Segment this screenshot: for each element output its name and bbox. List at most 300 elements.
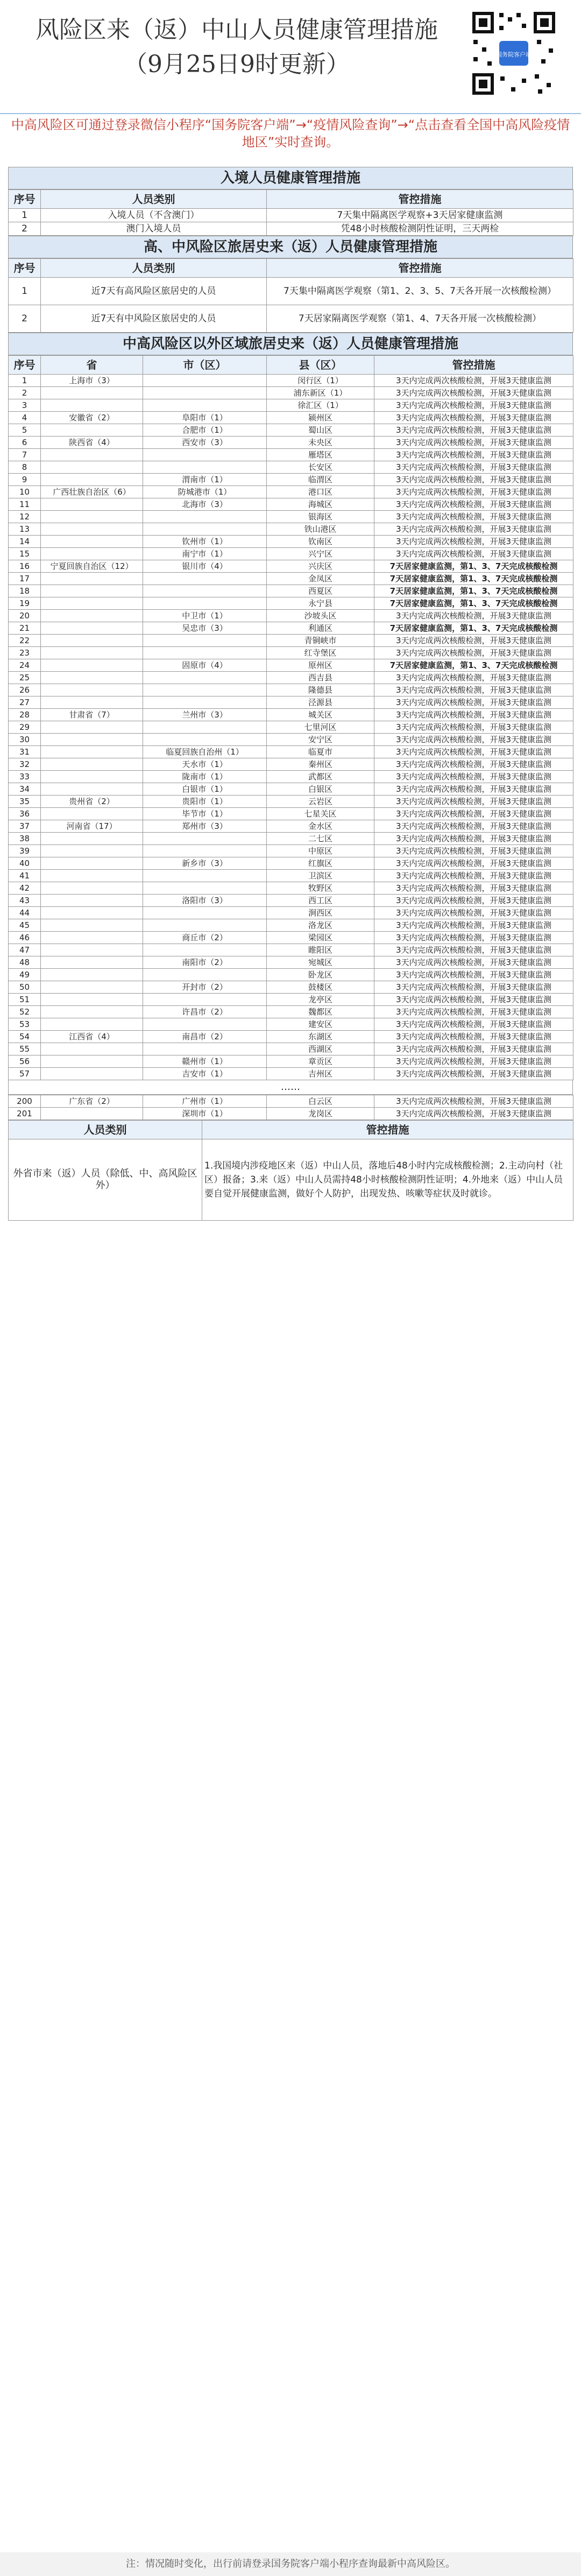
cell-city: 中卫市（1） [143, 610, 267, 622]
cell-category: 外省市来（返）人员（除低、中、高风险区外） [9, 1139, 202, 1221]
table-row [9, 1068, 573, 1080]
cell-measure: 7天居家健康监测，第1、3、7天完成核酸检测 [374, 622, 573, 635]
cell-measure: 3天内完成两次核酸检测，开展3天健康监测 [374, 944, 573, 956]
cell-measure: 3天内完成两次核酸检测，开展3天健康监测 [374, 486, 573, 498]
cell-county: 建安区 [267, 1018, 374, 1031]
table-row [9, 548, 573, 560]
cell-measure: 3天内完成两次核酸检测，开展3天健康监测 [374, 437, 573, 449]
cell-city [143, 684, 267, 696]
cell-county: 七里河区 [267, 721, 374, 734]
cell-index: 34 [9, 783, 41, 796]
table-row [9, 882, 573, 895]
table-row [9, 857, 573, 870]
cell-measure: 3天内完成两次核酸检测，开展3天健康监测 [374, 461, 573, 474]
cell-city [143, 585, 267, 597]
cell-index: 28 [9, 709, 41, 721]
cell-city [143, 672, 267, 684]
cell-measure: 3天内完成两次核酸检测，开展3天健康监测 [374, 783, 573, 796]
cell-county: 东湖区 [267, 1031, 374, 1043]
cell-measure: 3天内完成两次核酸检测，开展3天健康监测 [374, 696, 573, 709]
cell-measure: 3天内完成两次核酸检测，开展3天健康监测 [374, 672, 573, 684]
table-row [9, 833, 573, 845]
cell-index: 2 [9, 222, 41, 236]
cell-index: 42 [9, 882, 41, 895]
cell-category: 近7天有中风险区旅居史的人员 [41, 305, 267, 333]
cell-province: 江西省（4） [41, 1031, 143, 1043]
cell-index: 22 [9, 635, 41, 647]
cell-index: 49 [9, 969, 41, 981]
cell-city: 天水市（1） [143, 758, 267, 771]
cell-province [41, 672, 143, 684]
cell-index: 7 [9, 449, 41, 461]
cell-province [41, 511, 143, 523]
cell-measure: 3天内完成两次核酸检测，开展3天健康监测 [374, 684, 573, 696]
cell-measure: 3天内完成两次核酸检测，开展3天健康监测 [374, 375, 573, 387]
cell-city: 兰州市（3） [143, 709, 267, 721]
table-row [9, 560, 573, 573]
cell-city [143, 833, 267, 845]
cell-province [41, 585, 143, 597]
table-row [9, 610, 573, 622]
table-row [9, 412, 573, 424]
cell-province: 广东省（2） [41, 1095, 143, 1108]
cell-province [41, 895, 143, 907]
cell-province [41, 833, 143, 845]
cell-province [41, 721, 143, 734]
cell-index: 38 [9, 833, 41, 845]
title-line-2: （9月25日9时更新） [124, 51, 350, 78]
cell-index: 6 [9, 437, 41, 449]
cell-measure: 3天内完成两次核酸检测，开展3天健康监测 [374, 932, 573, 944]
cell-measure: 7天居家健康监测，第1、3、7天完成核酸检测 [374, 585, 573, 597]
cell-measure: 3天内完成两次核酸检测，开展3天健康监测 [374, 1043, 573, 1055]
cell-index: 18 [9, 585, 41, 597]
cell-province [41, 387, 143, 399]
cell-city: 西安市（3） [143, 437, 267, 449]
cell-index: 43 [9, 895, 41, 907]
cell-measure: 3天内完成两次核酸检测，开展3天健康监测 [374, 511, 573, 523]
cell-city [143, 449, 267, 461]
cell-index: 51 [9, 994, 41, 1006]
header-index: 序号 [9, 190, 41, 209]
table-row [9, 387, 573, 399]
cell-city [143, 1043, 267, 1055]
cell-measure: 3天内完成两次核酸检测，开展3天健康监测 [374, 399, 573, 412]
cell-city: 新乡市（3） [143, 857, 267, 870]
table-row [9, 474, 573, 486]
cell-measure: 7天居家隔离医学观察（第1、4、7天各开展一次核酸检测） [267, 305, 573, 333]
cell-province [41, 981, 143, 994]
section3-tail-body [9, 1095, 573, 1120]
cell-index: 15 [9, 548, 41, 560]
table-row [9, 523, 573, 536]
cell-county: 牧野区 [267, 882, 374, 895]
table-row [9, 944, 573, 956]
cell-province [41, 956, 143, 969]
qr-label: 国务院客户端 [496, 51, 532, 58]
cell-measure: 3天内完成两次核酸检测，开展3天健康监测 [374, 994, 573, 1006]
cell-measure: 3天内完成两次核酸检测，开展3天健康监测 [374, 919, 573, 932]
cell-measure: 7天集中隔离医学观察（第1、2、3、5、7天各开展一次核酸检测） [267, 278, 573, 305]
cell-index: 8 [9, 461, 41, 474]
cell-county: 未央区 [267, 437, 374, 449]
cell-province [41, 424, 143, 437]
cell-county: 西工区 [267, 895, 374, 907]
cell-county: 涧西区 [267, 907, 374, 919]
cell-county: 永宁县 [267, 597, 374, 610]
cell-measure: 3天内完成两次核酸检测，开展3天健康监测 [374, 523, 573, 536]
cell-measure: 7天集中隔离医学观察+3天居家健康监测 [267, 209, 573, 222]
cell-city: 陇南市（1） [143, 771, 267, 783]
table-row [9, 796, 573, 808]
cell-county: 金水区 [267, 820, 374, 833]
cell-city: 钦州市（1） [143, 536, 267, 548]
table-row [9, 684, 573, 696]
cell-province [41, 1043, 143, 1055]
cell-city: 固原市（4） [143, 659, 267, 672]
table-row [9, 994, 573, 1006]
cell-city: 商丘市（2） [143, 932, 267, 944]
cell-city: 南宁市（1） [143, 548, 267, 560]
table-row [9, 895, 573, 907]
cell-province [41, 870, 143, 882]
header-index: 序号 [9, 356, 41, 375]
cell-county: 中原区 [267, 845, 374, 857]
cell-province [41, 857, 143, 870]
cell-county: 红旗区 [267, 857, 374, 870]
section4-table [8, 1120, 573, 1221]
table-row [9, 845, 573, 857]
cell-county: 吉州区 [267, 1068, 374, 1080]
cell-city [143, 882, 267, 895]
header-index: 序号 [9, 259, 41, 278]
cell-index: 2 [9, 387, 41, 399]
cell-province [41, 969, 143, 981]
cell-county: 铁山港区 [267, 523, 374, 536]
cell-index: 32 [9, 758, 41, 771]
cell-index: 57 [9, 1068, 41, 1080]
cell-county: 兴庆区 [267, 560, 374, 573]
cell-province [41, 474, 143, 486]
cell-county: 西湖区 [267, 1043, 374, 1055]
cell-county: 洛龙区 [267, 919, 374, 932]
cell-measure: 3天内完成两次核酸检测，开展3天健康监测 [374, 1108, 573, 1120]
cell-measure: 3天内完成两次核酸检测，开展3天健康监测 [374, 857, 573, 870]
cell-index: 200 [9, 1095, 41, 1108]
cell-province [41, 845, 143, 857]
cell-city [143, 734, 267, 746]
cell-index: 201 [9, 1108, 41, 1120]
cell-city [143, 511, 267, 523]
cell-measure: 3天内完成两次核酸检测，开展3天健康监测 [374, 746, 573, 758]
cell-county: 城关区 [267, 709, 374, 721]
cell-city: 南昌市（2） [143, 1031, 267, 1043]
cell-province [41, 994, 143, 1006]
table-row [9, 659, 573, 672]
cell-index: 10 [9, 486, 41, 498]
cell-county: 七星关区 [267, 808, 374, 820]
cell-province: 河南省（17） [41, 820, 143, 833]
cell-index: 3 [9, 399, 41, 412]
header-category: 人员类别 [9, 1121, 202, 1139]
header-category: 人员类别 [41, 190, 267, 209]
cell-measure: 7天居家健康监测，第1、3、7天完成核酸检测 [374, 573, 573, 585]
cell-city [143, 523, 267, 536]
cell-city: 银川市（4） [143, 560, 267, 573]
cell-county: 红寺堡区 [267, 647, 374, 659]
cell-city [143, 944, 267, 956]
cell-index: 12 [9, 511, 41, 523]
cell-measure: 3天内完成两次核酸检测，开展3天健康监测 [374, 647, 573, 659]
notice-text: 中高风险区可通过登录微信小程序“国务院客户端”→“疫情风险查询”→“点击查看全国中高风险疫情地区”实时查询。 [11, 117, 570, 150]
cell-city [143, 696, 267, 709]
table-row [9, 437, 573, 449]
table-row [9, 734, 573, 746]
cell-county: 二七区 [267, 833, 374, 845]
cell-county: 西吉县 [267, 672, 374, 684]
table-row [9, 209, 573, 222]
cell-index: 21 [9, 622, 41, 635]
table-row [9, 919, 573, 932]
table-row [9, 278, 573, 305]
cell-province [41, 449, 143, 461]
table-row [9, 932, 573, 944]
cell-province: 贵州省（2） [41, 796, 143, 808]
cell-city [143, 870, 267, 882]
cell-city: 防城港市（1） [143, 486, 267, 498]
table-row [9, 375, 573, 387]
cell-index: 54 [9, 1031, 41, 1043]
cell-measure: 3天内完成两次核酸检测，开展3天健康监测 [374, 498, 573, 511]
cell-measure: 3天内完成两次核酸检测，开展3天健康监测 [374, 709, 573, 721]
table-row [9, 585, 573, 597]
cell-county: 隆德县 [267, 684, 374, 696]
table-row [9, 771, 573, 783]
section1-table [8, 189, 573, 236]
qr-code-icon[interactable] [468, 8, 559, 99]
cell-county: 雁塔区 [267, 449, 374, 461]
page-title [32, 13, 441, 82]
cell-measure: 3天内完成两次核酸检测，开展3天健康监测 [374, 1018, 573, 1031]
cell-measure: 3天内完成两次核酸检测，开展3天健康监测 [374, 882, 573, 895]
cell-province: 广西壮族自治区（6） [41, 486, 143, 498]
cell-index: 16 [9, 560, 41, 573]
cell-county: 兴宁区 [267, 548, 374, 560]
cell-city: 吉安市（1） [143, 1068, 267, 1080]
cell-index: 1 [9, 375, 41, 387]
cell-county: 宛城区 [267, 956, 374, 969]
table-row [9, 622, 573, 635]
cell-county: 泾源县 [267, 696, 374, 709]
cell-measure: 3天内完成两次核酸检测，开展3天健康监测 [374, 1068, 573, 1080]
cell-city: 渭南市（1） [143, 474, 267, 486]
cell-city: 洛阳市（3） [143, 895, 267, 907]
cell-province: 宁夏回族自治区（12） [41, 560, 143, 573]
cell-province [41, 1108, 143, 1120]
cell-city [143, 919, 267, 932]
cell-measure: 3天内完成两次核酸检测，开展3天健康监测 [374, 734, 573, 746]
cell-province [41, 932, 143, 944]
cell-county: 安宁区 [267, 734, 374, 746]
cell-index: 55 [9, 1043, 41, 1055]
cell-province [41, 1055, 143, 1068]
cell-index: 48 [9, 956, 41, 969]
cell-index: 2 [9, 305, 41, 333]
table-row [9, 808, 573, 820]
cell-province [41, 882, 143, 895]
header-city: 市（区） [143, 356, 267, 375]
cell-index: 20 [9, 610, 41, 622]
cell-province [41, 734, 143, 746]
table-row [9, 536, 573, 548]
cell-index: 31 [9, 746, 41, 758]
cell-index: 17 [9, 573, 41, 585]
table-row [9, 709, 573, 721]
cell-measure: 凭48小时核酸检测阴性证明，三天两检 [267, 222, 573, 236]
table-row [9, 449, 573, 461]
cell-city: 白银市（1） [143, 783, 267, 796]
section3-title: 中高风险区以外区域旅居史来（返）人员健康管理措施 [8, 333, 573, 355]
table-row [9, 1095, 573, 1108]
cell-city: 合肥市（1） [143, 424, 267, 437]
table-row [9, 305, 573, 333]
table-row [9, 461, 573, 474]
cell-province [41, 746, 143, 758]
cell-index: 25 [9, 672, 41, 684]
cell-measure: 3天内完成两次核酸检测，开展3天健康监测 [374, 956, 573, 969]
cell-measure: 3天内完成两次核酸检测，开展3天健康监测 [374, 870, 573, 882]
cell-city: 深圳市（1） [143, 1108, 267, 1120]
cell-measure: 3天内完成两次核酸检测，开展3天健康监测 [374, 474, 573, 486]
cell-county: 西夏区 [267, 585, 374, 597]
table-row [9, 969, 573, 981]
cell-city [143, 994, 267, 1006]
header [0, 0, 581, 114]
section2-table [8, 258, 573, 333]
cell-index: 33 [9, 771, 41, 783]
cell-index: 4 [9, 412, 41, 424]
cell-category: 澳门入境人员 [41, 222, 267, 236]
table-row [9, 1043, 573, 1055]
cell-county: 徐汇区（1） [267, 399, 374, 412]
cell-province [41, 758, 143, 771]
cell-county: 临渭区 [267, 474, 374, 486]
table-row [9, 721, 573, 734]
cell-county: 钦南区 [267, 536, 374, 548]
cell-province [41, 696, 143, 709]
cell-county: 云岩区 [267, 796, 374, 808]
header-category: 人员类别 [41, 259, 267, 278]
cell-category: 近7天有高风险区旅居史的人员 [41, 278, 267, 305]
cell-city: 阜阳市（1） [143, 412, 267, 424]
cell-index: 46 [9, 932, 41, 944]
cell-province [41, 783, 143, 796]
table-row [9, 1031, 573, 1043]
cell-measure: 3天内完成两次核酸检测，开展3天健康监测 [374, 845, 573, 857]
cell-city [143, 969, 267, 981]
cell-city: 许昌市（2） [143, 1006, 267, 1018]
cell-city [143, 635, 267, 647]
cell-province [41, 1068, 143, 1080]
cell-county: 白云区 [267, 1095, 374, 1108]
content [0, 167, 581, 1221]
cell-province: 安徽省（2） [41, 412, 143, 424]
cell-county: 利通区 [267, 622, 374, 635]
cell-measure: 3天内完成两次核酸检测，开展3天健康监测 [374, 412, 573, 424]
footer-note: 注：情况随时变化，出行前请登录国务院客户端小程序查询最新中高风险区。 [0, 2552, 581, 2576]
table-row [9, 635, 573, 647]
cell-county: 卧龙区 [267, 969, 374, 981]
cell-measure: 3天内完成两次核酸检测，开展3天健康监测 [374, 1095, 573, 1108]
cell-province [41, 944, 143, 956]
cell-city [143, 1018, 267, 1031]
cell-province: 陕西省（4） [41, 437, 143, 449]
cell-county: 鼓楼区 [267, 981, 374, 994]
cell-index: 1 [9, 209, 41, 222]
cell-province [41, 635, 143, 647]
cell-county: 睢阳区 [267, 944, 374, 956]
cell-measure: 3天内完成两次核酸检测，开展3天健康监测 [374, 424, 573, 437]
cell-county: 龙岗区 [267, 1108, 374, 1120]
cell-province [41, 536, 143, 548]
cell-index: 30 [9, 734, 41, 746]
cell-county: 武都区 [267, 771, 374, 783]
cell-city [143, 597, 267, 610]
table-row [9, 696, 573, 709]
table-row [9, 783, 573, 796]
cell-index: 41 [9, 870, 41, 882]
cell-city [143, 375, 267, 387]
cell-index: 19 [9, 597, 41, 610]
cell-measure: 3天内完成两次核酸检测，开展3天健康监测 [374, 969, 573, 981]
cell-city: 临夏回族自治州（1） [143, 746, 267, 758]
table-row [9, 981, 573, 994]
cell-index: 13 [9, 523, 41, 536]
table-row [9, 870, 573, 882]
header-measure: 管控措施 [267, 190, 573, 209]
cell-index: 1 [9, 278, 41, 305]
cell-province [41, 1006, 143, 1018]
cell-index: 24 [9, 659, 41, 672]
cell-province [41, 647, 143, 659]
cell-measure: 3天内完成两次核酸检测，开展3天健康监测 [374, 635, 573, 647]
table-row [9, 956, 573, 969]
cell-measure: 3天内完成两次核酸检测，开展3天健康监测 [374, 758, 573, 771]
table-row [9, 820, 573, 833]
cell-index: 40 [9, 857, 41, 870]
header-measure: 管控措施 [374, 356, 573, 375]
table-row [9, 424, 573, 437]
table-row [9, 486, 573, 498]
cell-county: 卫滨区 [267, 870, 374, 882]
table-row [9, 1006, 573, 1018]
cell-city: 开封市（2） [143, 981, 267, 994]
cell-province: 甘肃省（7） [41, 709, 143, 721]
header-measure: 管控措施 [267, 259, 573, 278]
section3-tail-table [8, 1095, 573, 1120]
cell-county: 颍州区 [267, 412, 374, 424]
cell-index: 52 [9, 1006, 41, 1018]
cell-index: 36 [9, 808, 41, 820]
cell-city: 贵阳市（1） [143, 796, 267, 808]
cell-county: 蜀山区 [267, 424, 374, 437]
cell-city [143, 845, 267, 857]
cell-index: 14 [9, 536, 41, 548]
cell-measure: 3天内完成两次核酸检测，开展3天健康监测 [374, 721, 573, 734]
cell-province [41, 1018, 143, 1031]
cell-province [41, 907, 143, 919]
more-rows-note: …… [8, 1080, 573, 1095]
